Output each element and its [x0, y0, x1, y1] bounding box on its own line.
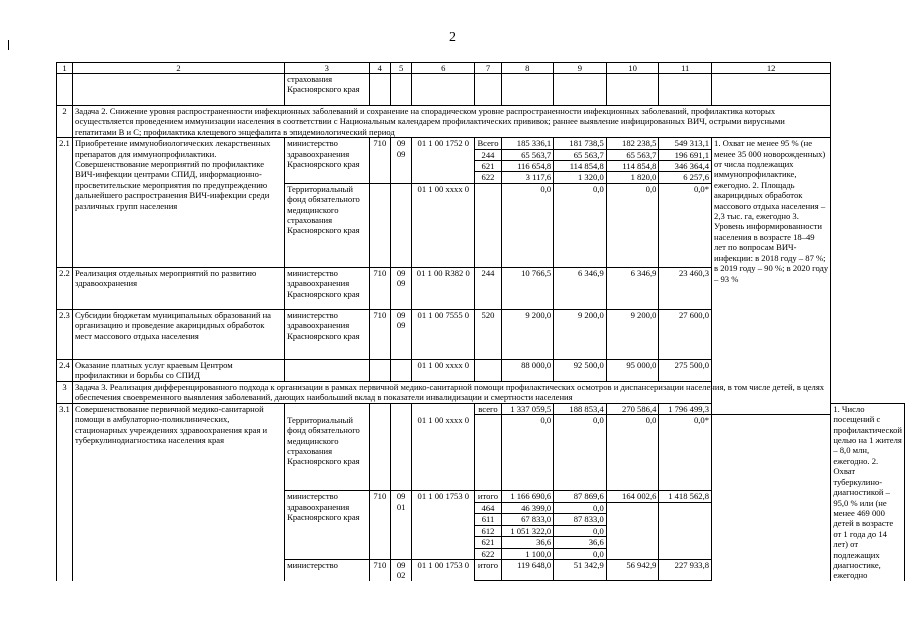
- grbs-code: 710: [369, 491, 391, 560]
- target-code: 01 1 00 хххх 0: [412, 359, 475, 381]
- expense-type: 464: [475, 502, 501, 513]
- expected-result: 1. Охват не менее 95 % (не менее 35 000 новорожденных) от числа подлежащих иммунопрофилактике, ежегодно. 2. Площадь акарицидных обработок массового отдыха населения – 2,3 тыс. га, ежегодно 3. Уровень информированности населения в возрасте 18–49 лет по вопросам ВИЧ-инфекции: в 2018 году – 87 %; в 2019 году – 90 %; в 2020 году – 93 %: [712, 138, 831, 415]
- target-code: 01 1 00 хххх 0: [412, 183, 475, 267]
- col-header: 2: [72, 63, 284, 74]
- target-code: 01 1 00 1752 0: [412, 138, 475, 184]
- expense-type: 621: [475, 537, 501, 548]
- grbs-code: 710: [369, 559, 391, 580]
- value-2018: 10 766,5: [501, 267, 554, 309]
- target-code: 01 1 00 хххх 0: [412, 415, 475, 491]
- row-number: 3.1: [57, 403, 73, 414]
- col-header: 11: [659, 63, 712, 74]
- executor-cell: министерство: [285, 559, 369, 580]
- col-header: 6: [412, 63, 475, 74]
- value-2018: 0,0: [501, 183, 554, 267]
- activity-name: Приобретение иммунобиологических лекарственных препаратов для иммунопрофилактики. Совершенствование мероприятий по профилактике ВИЧ-инфекции центрами СПИД, информационно-просветительские мероприятия по предупреждению дальнейшего распространения ВИЧ-инфекции среди различных групп населения: [72, 138, 284, 268]
- value-2020: 164 002,6: [606, 491, 659, 503]
- col-header: 12: [712, 63, 831, 74]
- expense-type: 244: [475, 267, 501, 309]
- expense-type: итого: [475, 559, 501, 580]
- value-2020: 9 200,0: [606, 309, 659, 359]
- task-row: [57, 381, 905, 403]
- row-number: 2.4: [57, 359, 73, 381]
- section-code: 09 01: [391, 491, 412, 560]
- target-code: 01 1 00 1753 0: [412, 559, 475, 580]
- target-code: 01 1 00 R382 0: [412, 267, 475, 309]
- col-header: 10: [606, 63, 659, 74]
- table-row: [57, 138, 905, 149]
- value-2019: 181 738,5: [554, 138, 607, 149]
- value-2020: 0,0: [606, 183, 659, 267]
- executor-cell: Территориальный фонд обязательного медицинского страхования Красноярского края: [285, 183, 369, 267]
- value-2018: 88 000,0: [501, 359, 554, 381]
- value-2018: 1 166 690,6: [501, 491, 554, 503]
- value-2018: 1 051 322,0: [501, 525, 554, 536]
- value-total: 1 796 499,3: [659, 403, 712, 414]
- section-code: 09 09: [391, 267, 412, 309]
- expense-type: 621: [475, 161, 501, 172]
- value-total: 1 418 562,8: [659, 491, 712, 503]
- value-2018: 116 654,8: [501, 161, 554, 172]
- value-2020: 65 563,7: [606, 149, 659, 160]
- value-2018: 46 399,0: [501, 502, 554, 513]
- task-text: Задача 3. Реализация дифференцированного подхода к организации в рамках первичной медико-санитарной помощи профилактических осмотров и диспансеризации населения, в том числе детей, в целях обеспечения своевременного выявления заболеваний, дающих наибольший вклад в показатели инвалидизации и смертности населения: [72, 381, 830, 403]
- value-2019: 0,0: [554, 548, 607, 559]
- value-2020: 270 586,4: [606, 403, 659, 414]
- executor-cell: министерство здравоохранения Красноярского края: [285, 491, 369, 560]
- value-2018: 65 563,7: [501, 149, 554, 160]
- section-code: 09 09: [391, 309, 412, 359]
- value-2019: 0,0: [554, 525, 607, 536]
- row-number: 3: [57, 381, 73, 403]
- value-2019: 1 320,0: [554, 172, 607, 183]
- value-total: 346 364,4: [659, 161, 712, 172]
- value-2018: 1 337 059,5: [501, 403, 554, 414]
- executor-cell: Территориальный фонд обязательного медицинского страхования Красноярского края: [285, 415, 369, 491]
- grbs-code: 710: [369, 267, 391, 309]
- col-header: 3: [285, 63, 369, 74]
- value-2018: 67 833,0: [501, 514, 554, 525]
- header-row: [57, 63, 905, 74]
- value-2019: 36,6: [554, 537, 607, 548]
- value-total: 275 500,0: [659, 359, 712, 381]
- value-2020: 56 942,9: [606, 559, 659, 580]
- value-total: 549 313,1: [659, 138, 712, 149]
- task-text: Задача 2. Снижение уровня распространенности инфекционных заболеваний и сохранение на спорадическом уровне распространенности инфекционных заболеваний, профилактика которых осуществляется проведением иммунизации населения в соответствии с Национальным календарем профилактических прививок; раннее выявление инфицированных ВИЧ, острыми вирусными гепатитами В и С; профилактика клещевого энцефалита в эпидемиологический период: [72, 106, 830, 138]
- col-header: 4: [369, 63, 391, 74]
- expense-type: 611: [475, 514, 501, 525]
- value-2019: 65 563,7: [554, 149, 607, 160]
- section-code: 09 09: [391, 138, 412, 184]
- value-2018: 119 648,0: [501, 559, 554, 580]
- value-2019: 0,0: [554, 415, 607, 491]
- col-header: 7: [475, 63, 501, 74]
- value-2019: 9 200,0: [554, 309, 607, 359]
- executor-cell: страхования Красноярского края: [285, 74, 369, 106]
- value-2020: 1 820,0: [606, 172, 659, 183]
- value-2018: 3 117,6: [501, 172, 554, 183]
- expense-type: 244: [475, 149, 501, 160]
- executor-cell: министерство здравоохранения Красноярского края: [285, 267, 369, 309]
- value-total: 6 257,6: [659, 172, 712, 183]
- activity-name: Оказание платных услуг краевым Центром профилактики и борьбы со СПИД: [72, 359, 284, 381]
- activity-name: Реализация отдельных мероприятий по развитию здравоохранения: [72, 267, 284, 309]
- value-2019: 114 854,8: [554, 161, 607, 172]
- target-code: 01 1 00 1753 0: [412, 491, 475, 560]
- row-number: 2.3: [57, 309, 73, 359]
- value-total: 227 933,8: [659, 559, 712, 580]
- expense-type: 622: [475, 172, 501, 183]
- value-2019: 0,0: [554, 183, 607, 267]
- grbs-code: 710: [369, 138, 391, 184]
- grbs-code: 710: [369, 309, 391, 359]
- col-header: 5: [391, 63, 412, 74]
- value-2019: 188 853,4: [554, 403, 607, 414]
- expense-type: 520: [475, 309, 501, 359]
- col-header: 9: [554, 63, 607, 74]
- expense-type: 622: [475, 548, 501, 559]
- value-total: 196 691,1: [659, 149, 712, 160]
- task-row: [57, 106, 905, 138]
- expense-type: всего: [475, 403, 501, 414]
- value-2020: 114 854,8: [606, 161, 659, 172]
- value-2020: 182 238,5: [606, 138, 659, 149]
- value-2019: 87 833,0: [554, 514, 607, 525]
- value-total: 23 460,3: [659, 267, 712, 309]
- value-2018: 185 336,1: [501, 138, 554, 149]
- row-number: 2.2: [57, 267, 73, 309]
- col-header: 1: [57, 63, 73, 74]
- value-2018: 9 200,0: [501, 309, 554, 359]
- expense-type: 612: [475, 525, 501, 536]
- value-2019: 87 869,6: [554, 491, 607, 503]
- activity-name: Совершенствование первичной медико-санитарной помощи в амбулаторно-поликлинических, стационарных учреждениях здравоохранения края и туберкулинодиагностика населения края: [72, 403, 284, 580]
- value-2020: 6 346,9: [606, 267, 659, 309]
- value-2018: 36,6: [501, 537, 554, 548]
- executor-cell: министерство здравоохранения Красноярского края: [285, 309, 369, 359]
- value-2020: 95 000,0: [606, 359, 659, 381]
- value-2019: 6 346,9: [554, 267, 607, 309]
- value-total: 27 600,0: [659, 309, 712, 359]
- expense-type: Всего: [475, 138, 501, 149]
- expected-result: 1. Число посещений с профилактической целью на 1 жителя – 8,0 млн, ежегодно. 2. Охват туберкулино-диагностикой – 95,0 % или (не менее 469 000 детей в возрасте от 1 года до 14 лет) от подлежащих диагностике, ежегодно: [831, 403, 905, 580]
- value-2020: 0,0: [606, 415, 659, 491]
- row-number: 2: [57, 106, 73, 138]
- continuation-row: [57, 74, 905, 106]
- value-2018: 0,0: [501, 415, 554, 491]
- target-code: 01 1 00 7555 0: [412, 309, 475, 359]
- margin-mark: [8, 40, 9, 50]
- program-table: [56, 62, 905, 581]
- value-2019: 92 500,0: [554, 359, 607, 381]
- value-total: 0,0*: [659, 183, 712, 267]
- value-2019: 51 342,9: [554, 559, 607, 580]
- row-number: 2.1: [57, 138, 73, 149]
- page-number: 2: [449, 30, 456, 45]
- activity-name: Субсидии бюджетам муниципальных образований на организацию и проведение акарицидных обработок мест массового отдыха населения: [72, 309, 284, 359]
- value-2019: 0,0: [554, 502, 607, 513]
- executor-cell: министерство здравоохранения Красноярского края: [285, 138, 369, 184]
- section-code: 09 02: [391, 559, 412, 580]
- expense-type: итого: [475, 491, 501, 503]
- col-header: 8: [501, 63, 554, 74]
- value-total: 0,0*: [659, 415, 712, 491]
- value-2018: 1 100,0: [501, 548, 554, 559]
